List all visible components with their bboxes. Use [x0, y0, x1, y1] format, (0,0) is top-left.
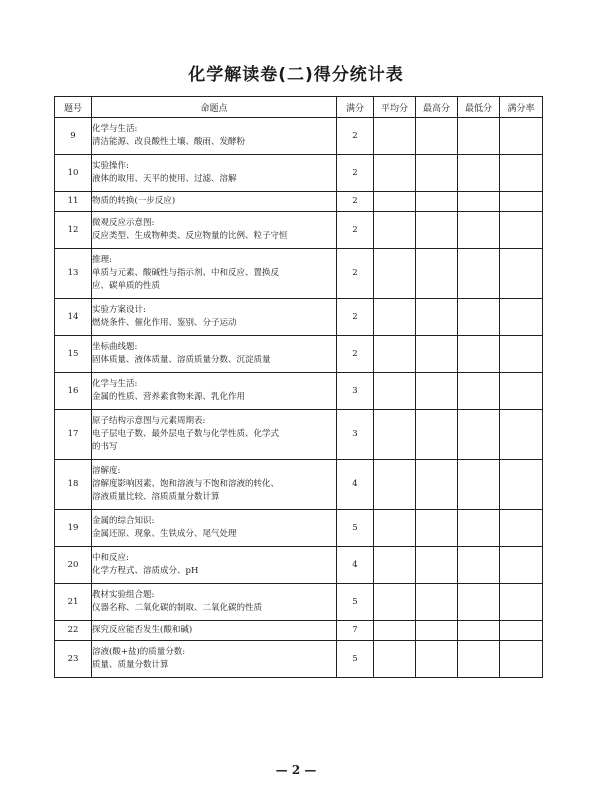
- topic-line: 单质与元素、酸碱性与指示剂、中和反应、置换反: [92, 268, 280, 278]
- highest-score-cell[interactable]: [416, 547, 458, 584]
- full-score-rate-cell[interactable]: [500, 584, 543, 621]
- question-number: 17: [55, 410, 92, 460]
- full-score-value: 5: [337, 510, 374, 547]
- average-score-cell[interactable]: [374, 584, 416, 621]
- header-full-score-rate: 满分率: [500, 97, 543, 118]
- header-topic: 命题点: [92, 97, 337, 118]
- topic-line: 化学与生活:: [92, 124, 138, 134]
- lowest-score-cell[interactable]: [458, 641, 500, 678]
- question-number: 20: [55, 547, 92, 584]
- topic-line: 反应类型、生成物种类、反应物量的比例、粒子守恒: [92, 231, 288, 241]
- page-title: 化学解读卷(二)得分统计表: [188, 65, 404, 85]
- topic-cell: [92, 547, 337, 584]
- highest-score-cell[interactable]: [416, 510, 458, 547]
- topic-line: 溶液(酸+盐)的质量分数:: [92, 647, 186, 657]
- topic-cell: [92, 373, 337, 410]
- question-number: 16: [55, 373, 92, 410]
- header-full-score: 满分: [337, 97, 374, 118]
- topic-line: 应、碳单质的性质: [92, 281, 161, 291]
- full-score-rate-cell[interactable]: [500, 373, 543, 410]
- highest-score-cell[interactable]: [416, 373, 458, 410]
- full-score-rate-cell[interactable]: [500, 212, 543, 249]
- average-score-cell[interactable]: [374, 249, 416, 299]
- average-score-cell[interactable]: [374, 192, 416, 212]
- full-score-rate-cell[interactable]: [500, 249, 543, 299]
- average-score-cell[interactable]: [374, 621, 416, 641]
- topic-line: 原子结构示意图与元素周期表:: [92, 416, 206, 426]
- lowest-score-cell[interactable]: [458, 410, 500, 460]
- question-number: 12: [55, 212, 92, 249]
- highest-score-cell[interactable]: [416, 336, 458, 373]
- average-score-cell[interactable]: [374, 460, 416, 510]
- highest-score-cell[interactable]: [416, 584, 458, 621]
- topic-line: 金属的性质、营养素食物来源、乳化作用: [92, 392, 246, 402]
- full-score-value: 2: [337, 249, 374, 299]
- lowest-score-cell[interactable]: [458, 547, 500, 584]
- topic-line: 质量、质量分数计算: [92, 660, 169, 670]
- table-row: [55, 584, 543, 621]
- topic-line: 物质的转换(一步反应): [92, 196, 176, 206]
- table-row: [55, 155, 543, 192]
- lowest-score-cell[interactable]: [458, 510, 500, 547]
- highest-score-cell[interactable]: [416, 641, 458, 678]
- table-row: [55, 410, 543, 460]
- table-row: [55, 373, 543, 410]
- topic-line: 实验操作:: [92, 161, 129, 171]
- lowest-score-cell[interactable]: [458, 460, 500, 510]
- topic-cell: [92, 212, 337, 249]
- lowest-score-cell[interactable]: [458, 155, 500, 192]
- topic-line: 液体的取用、天平的使用、过滤、溶解: [92, 174, 237, 184]
- topic-line: 电子层电子数、最外层电子数与化学性质、化学式: [92, 429, 280, 439]
- topic-line: 固体质量、液体质量、溶质质量分数、沉淀质量: [92, 355, 271, 365]
- header-question-number: 题号: [55, 97, 92, 118]
- topic-line: 溶液质量比较、溶质质量分数计算: [92, 492, 220, 502]
- highest-score-cell[interactable]: [416, 299, 458, 336]
- average-score-cell[interactable]: [374, 641, 416, 678]
- question-number: 13: [55, 249, 92, 299]
- topic-cell: [92, 460, 337, 510]
- topic-cell: [92, 510, 337, 547]
- highest-score-cell[interactable]: [416, 212, 458, 249]
- lowest-score-cell[interactable]: [458, 621, 500, 641]
- question-number: 11: [55, 192, 92, 212]
- header-lowest-score: 最低分: [458, 97, 500, 118]
- full-score-value: 2: [337, 212, 374, 249]
- full-score-rate-cell[interactable]: [500, 192, 543, 212]
- full-score-value: 4: [337, 547, 374, 584]
- lowest-score-cell[interactable]: [458, 212, 500, 249]
- highest-score-cell[interactable]: [416, 155, 458, 192]
- topic-line: 推理:: [92, 255, 112, 265]
- lowest-score-cell[interactable]: [458, 373, 500, 410]
- table-row: [55, 249, 543, 299]
- question-number: 10: [55, 155, 92, 192]
- full-score-value: 2: [337, 336, 374, 373]
- topic-line: 的书写: [92, 442, 118, 452]
- full-score-rate-cell[interactable]: [500, 641, 543, 678]
- topic-line: 溶解度:: [92, 466, 121, 476]
- average-score-cell[interactable]: [374, 510, 416, 547]
- average-score-cell[interactable]: [374, 373, 416, 410]
- lowest-score-cell[interactable]: [458, 299, 500, 336]
- table-header-row: [55, 97, 543, 118]
- full-score-rate-cell[interactable]: [500, 155, 543, 192]
- full-score-value: 2: [337, 118, 374, 155]
- average-score-cell[interactable]: [374, 212, 416, 249]
- topic-line: 实验方案设计:: [92, 305, 146, 315]
- full-score-value: 3: [337, 410, 374, 460]
- score-statistics-table: [54, 96, 543, 678]
- question-number: 23: [55, 641, 92, 678]
- table-row: [55, 192, 543, 212]
- highest-score-cell[interactable]: [416, 192, 458, 212]
- question-number: 14: [55, 299, 92, 336]
- topic-cell: [92, 410, 337, 460]
- full-score-value: 5: [337, 641, 374, 678]
- header-average-score: 平均分: [374, 97, 416, 118]
- highest-score-cell[interactable]: [416, 249, 458, 299]
- table-row: [55, 212, 543, 249]
- question-number: 19: [55, 510, 92, 547]
- average-score-cell[interactable]: [374, 336, 416, 373]
- topic-line: 探究反应能否发生(酸和碱): [92, 625, 193, 635]
- topic-line: 仪器名称、二氧化碳的制取、二氧化碳的性质: [92, 603, 263, 613]
- average-score-cell[interactable]: [374, 299, 416, 336]
- topic-line: 溶解度影响因素、饱和溶液与不饱和溶液的转化、: [92, 479, 280, 489]
- topic-cell: [92, 621, 337, 641]
- topic-line: 燃烧条件、催化作用、鉴别、分子运动: [92, 318, 237, 328]
- full-score-rate-cell[interactable]: [500, 336, 543, 373]
- average-score-cell[interactable]: [374, 155, 416, 192]
- full-score-value: 3: [337, 373, 374, 410]
- full-score-rate-cell[interactable]: [500, 118, 543, 155]
- full-score-rate-cell[interactable]: [500, 460, 543, 510]
- lowest-score-cell[interactable]: [458, 192, 500, 212]
- topic-line: 微观反应示意图:: [92, 218, 155, 228]
- topic-cell: [92, 299, 337, 336]
- highest-score-cell[interactable]: [416, 460, 458, 510]
- question-number: 9: [55, 118, 92, 155]
- highest-score-cell[interactable]: [416, 410, 458, 460]
- topic-line: 坐标曲线题:: [92, 342, 138, 352]
- question-number: 18: [55, 460, 92, 510]
- lowest-score-cell[interactable]: [458, 249, 500, 299]
- topic-line: 化学方程式、溶质成分、pH: [92, 566, 199, 576]
- topic-cell: [92, 118, 337, 155]
- topic-cell: [92, 192, 337, 212]
- question-number: 22: [55, 621, 92, 641]
- table-row: [55, 621, 543, 641]
- full-score-value: 2: [337, 155, 374, 192]
- full-score-rate-cell[interactable]: [500, 547, 543, 584]
- table-row: [55, 118, 543, 155]
- topic-line: 教材实验组合题:: [92, 590, 155, 600]
- full-score-rate-cell[interactable]: [500, 510, 543, 547]
- full-score-value: 5: [337, 584, 374, 621]
- topic-cell: [92, 336, 337, 373]
- average-score-cell[interactable]: [374, 410, 416, 460]
- table-row: [55, 547, 543, 584]
- full-score-rate-cell[interactable]: [500, 299, 543, 336]
- table-row: [55, 510, 543, 547]
- topic-line: 中和反应:: [92, 553, 129, 563]
- table-row: [55, 299, 543, 336]
- topic-cell: [92, 249, 337, 299]
- table-row: [55, 641, 543, 678]
- header-highest-score: 最高分: [416, 97, 458, 118]
- highest-score-cell[interactable]: [416, 118, 458, 155]
- full-score-value: 7: [337, 621, 374, 641]
- full-score-rate-cell[interactable]: [500, 621, 543, 641]
- topic-cell: [92, 155, 337, 192]
- topic-line: 金属的综合知识:: [92, 516, 155, 526]
- lowest-score-cell[interactable]: [458, 584, 500, 621]
- lowest-score-cell[interactable]: [458, 118, 500, 155]
- lowest-score-cell[interactable]: [458, 336, 500, 373]
- topic-cell: [92, 584, 337, 621]
- highest-score-cell[interactable]: [416, 621, 458, 641]
- topic-line: 化学与生活:: [92, 379, 138, 389]
- topic-cell: [92, 641, 337, 678]
- full-score-value: 2: [337, 192, 374, 212]
- full-score-value: 4: [337, 460, 374, 510]
- question-number: 21: [55, 584, 92, 621]
- topic-line: 金属还原、现象、生铁成分、尾气处理: [92, 529, 237, 539]
- table-row: [55, 336, 543, 373]
- table-row: [55, 460, 543, 510]
- full-score-value: 2: [337, 299, 374, 336]
- page-number: — 2 —: [275, 763, 317, 777]
- topic-line: 清洁能源、改良酸性土壤、酸雨、发酵粉: [92, 137, 246, 147]
- average-score-cell[interactable]: [374, 547, 416, 584]
- full-score-rate-cell[interactable]: [500, 410, 543, 460]
- average-score-cell[interactable]: [374, 118, 416, 155]
- question-number: 15: [55, 336, 92, 373]
